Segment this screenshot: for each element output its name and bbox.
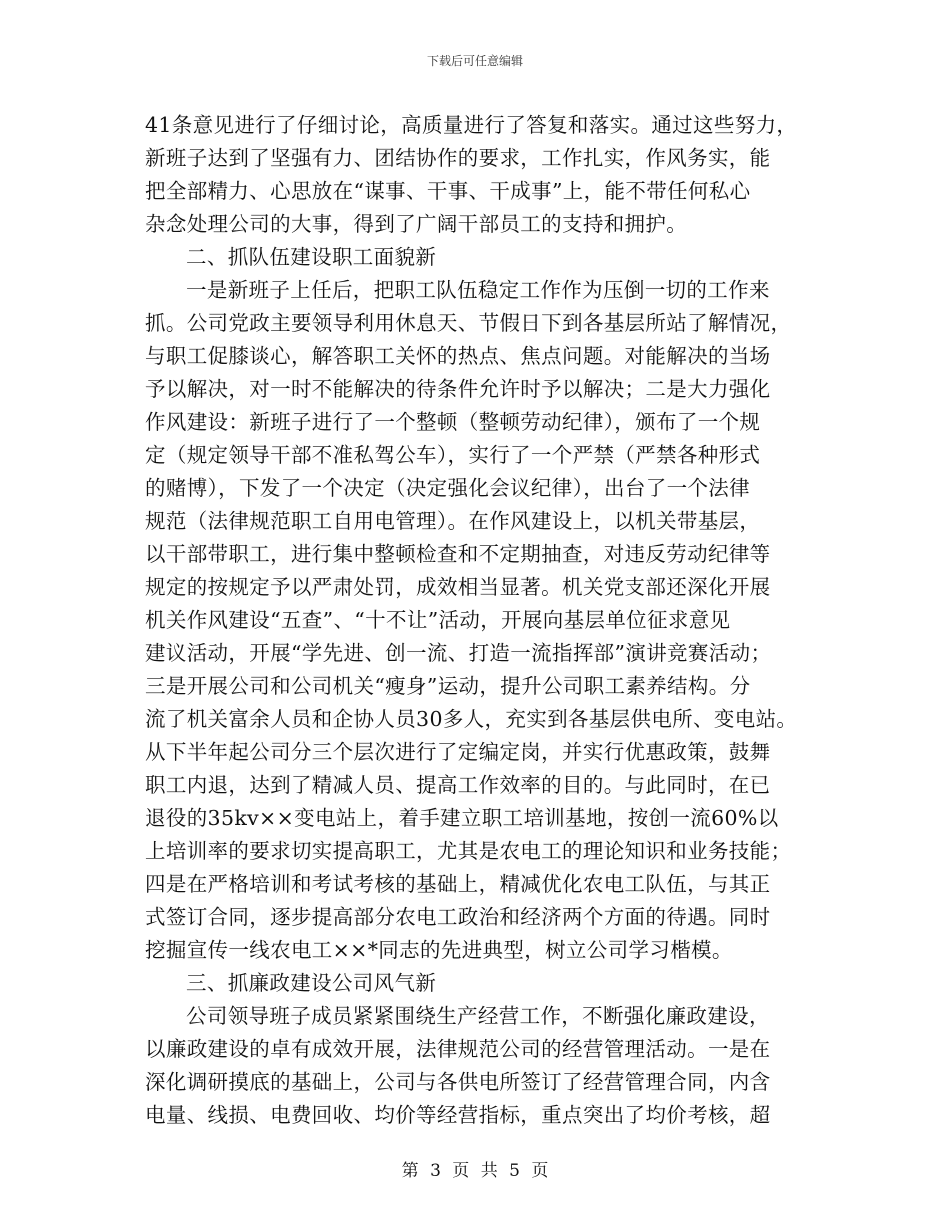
text-line: 杂念处理公司的大事，得到了广阔干部员工的支持和拥护。 xyxy=(145,212,688,236)
text-line: 四是在严格培训和考试考核的基础上，精减优化农电工队伍，与其正 xyxy=(145,872,771,896)
text-line: 流了机关富余人员和企协人员30多人，充实到各基层供电所、变电站。 xyxy=(145,707,798,731)
text-line: 电量、线损、电费回收、均价等经营指标，重点突出了均价考核，超 xyxy=(145,1103,771,1127)
text-line: 机关作风建设“五查”、“十不让”活动，开展向基层单位征求意见 xyxy=(145,608,731,632)
text-line: 以廉政建设的卓有成效开展，法律规范公司的经营管理活动。一是在 xyxy=(145,1037,771,1061)
text-line: 41条意见进行了仔细讨论，高质量进行了答复和落实。通过这些努力， xyxy=(145,113,798,137)
section-heading: 二、抓队伍建设职工面貌新 xyxy=(186,245,437,269)
text-line: 以干部带职工，进行集中整顿检查和不定期抽查，对违反劳动纪律等 xyxy=(145,542,771,566)
text-line: 从下半年起公司分三个层次进行了定编定岗，并实行优惠政策，鼓舞 xyxy=(145,740,771,764)
text-line: 予以解决，对一时不能解决的待条件允许时予以解决；二是大力强化 xyxy=(145,377,771,401)
text-line: 把全部精力、心思放在“谋事、干事、干成事”上，能不带任何私心 xyxy=(145,179,751,203)
text-line: 建议活动，开展“学先进、创一流、打造一流指挥部”演讲竞赛活动； xyxy=(145,641,772,665)
text-line: 三是开展公司和公司机关“瘦身”运动，提升公司职工素养结构。分 xyxy=(145,674,751,698)
document-body xyxy=(145,109,815,1132)
text-line: 规定的按规定予以严肃处罚，成效相当显著。机关党支部还深化开展 xyxy=(145,575,771,599)
text-line: 新班子达到了坚强有力、团结协作的要求，工作扎实，作风务实，能 xyxy=(145,146,771,170)
text-line: 一是新班子上任后，把职工队伍稳定工作作为压倒一切的工作来 xyxy=(186,278,770,302)
text-line: 式签订合同，逐步提高部分农电工政治和经济两个方面的待遇。同时 xyxy=(145,905,771,929)
text-line: 抓。公司党政主要领导利用休息天、节假日下到各基层所站了解情况， xyxy=(145,311,792,335)
text-line: 与职工促膝谈心，解答职工关怀的热点、焦点问题。对能解决的当场 xyxy=(145,344,771,368)
text-line: 的赌博），下发了一个决定（决定强化会议纪律），出台了一个法律 xyxy=(145,476,750,500)
section-heading: 三、抓廉政建设公司风气新 xyxy=(186,971,437,995)
text-line: 深化调研摸底的基础上，公司与各供电所签订了经营管理合同，内含 xyxy=(145,1070,771,1094)
text-line: 上培训率的要求切实提高职工，尤其是农电工的理论知识和业务技能； xyxy=(145,839,792,863)
text-line: 规范（法律规范职工自用电管理）。在作风建设上，以机关带基层， xyxy=(145,509,761,533)
text-line: 退役的35kv××变电站上，着手建立职工培训基地，按创一流60%以 xyxy=(145,806,779,830)
text-line: 挖掘宣传一线农电工××*同志的先进典型，树立公司学习楷模。 xyxy=(145,938,733,962)
text-line: 定（规定领导干部不准私驾公车），实行了一个严禁（严禁各种形式 xyxy=(145,443,761,467)
text-line: 职工内退，达到了精减人员、提高工作效率的目的。与此同时，在已 xyxy=(145,773,771,797)
text-line: 作风建设：新班子进行了一个整顿（整顿劳动纪律），颁布了一个规 xyxy=(145,410,761,434)
page-footer: 第 3 页 共 5 页 xyxy=(401,1161,549,1181)
text-line: 公司领导班子成员紧紧围绕生产经营工作，不断强化廉政建设， xyxy=(186,1004,770,1028)
page-header: 下载后可任意编辑 xyxy=(426,54,523,68)
